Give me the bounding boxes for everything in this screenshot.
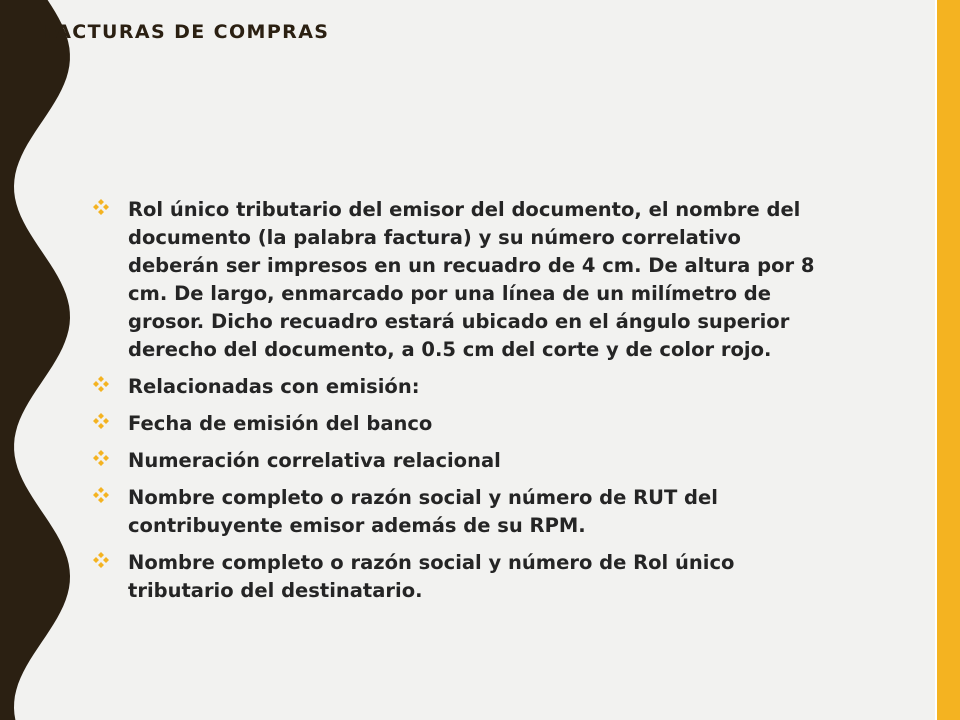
bullet-text: Nombre completo o razón social y número de RUT del contribuyente emisor además de su RPM. — [128, 486, 718, 537]
bullet-item — [92, 410, 817, 438]
bullet-item — [92, 373, 817, 401]
slide-title: FACTURAS DE COMPRAS — [44, 21, 330, 43]
bullet-text: Rol único tributario del emisor del documento, el nombre del documento (la palabra factura) y su número correlativo deberán ser impresos en un recuadro de 4 cm. De altura por 8 cm. De largo, enmarcado por una línea de un milímetro de grosor. Dicho recuadro estará ubicado en el ángulo superior derecho del documento, a 0.5 cm del corte y de color rojo. — [128, 198, 815, 361]
bullet-item — [92, 196, 817, 364]
bullet-text: Numeración correlativa relacional — [128, 449, 501, 472]
four-diamond-bullet-icon — [92, 551, 110, 569]
four-diamond-bullet-icon — [92, 375, 110, 393]
left-wavy-band — [0, 0, 80, 720]
bullet-item — [92, 549, 817, 605]
four-diamond-bullet-icon — [92, 198, 110, 216]
bullet-text: Relacionadas con emisión: — [128, 375, 420, 398]
bullet-text: Nombre completo o razón social y número de Rol único tributario del destinatario. — [128, 551, 735, 602]
four-diamond-bullet-icon — [92, 449, 110, 467]
four-diamond-bullet-icon — [92, 486, 110, 504]
bullet-item — [92, 484, 817, 540]
bullet-item — [92, 447, 817, 475]
four-diamond-bullet-icon — [92, 412, 110, 430]
bullet-text: Fecha de emisión del banco — [128, 412, 433, 435]
bullet-list — [92, 196, 817, 614]
right-accent-bar — [937, 0, 960, 720]
